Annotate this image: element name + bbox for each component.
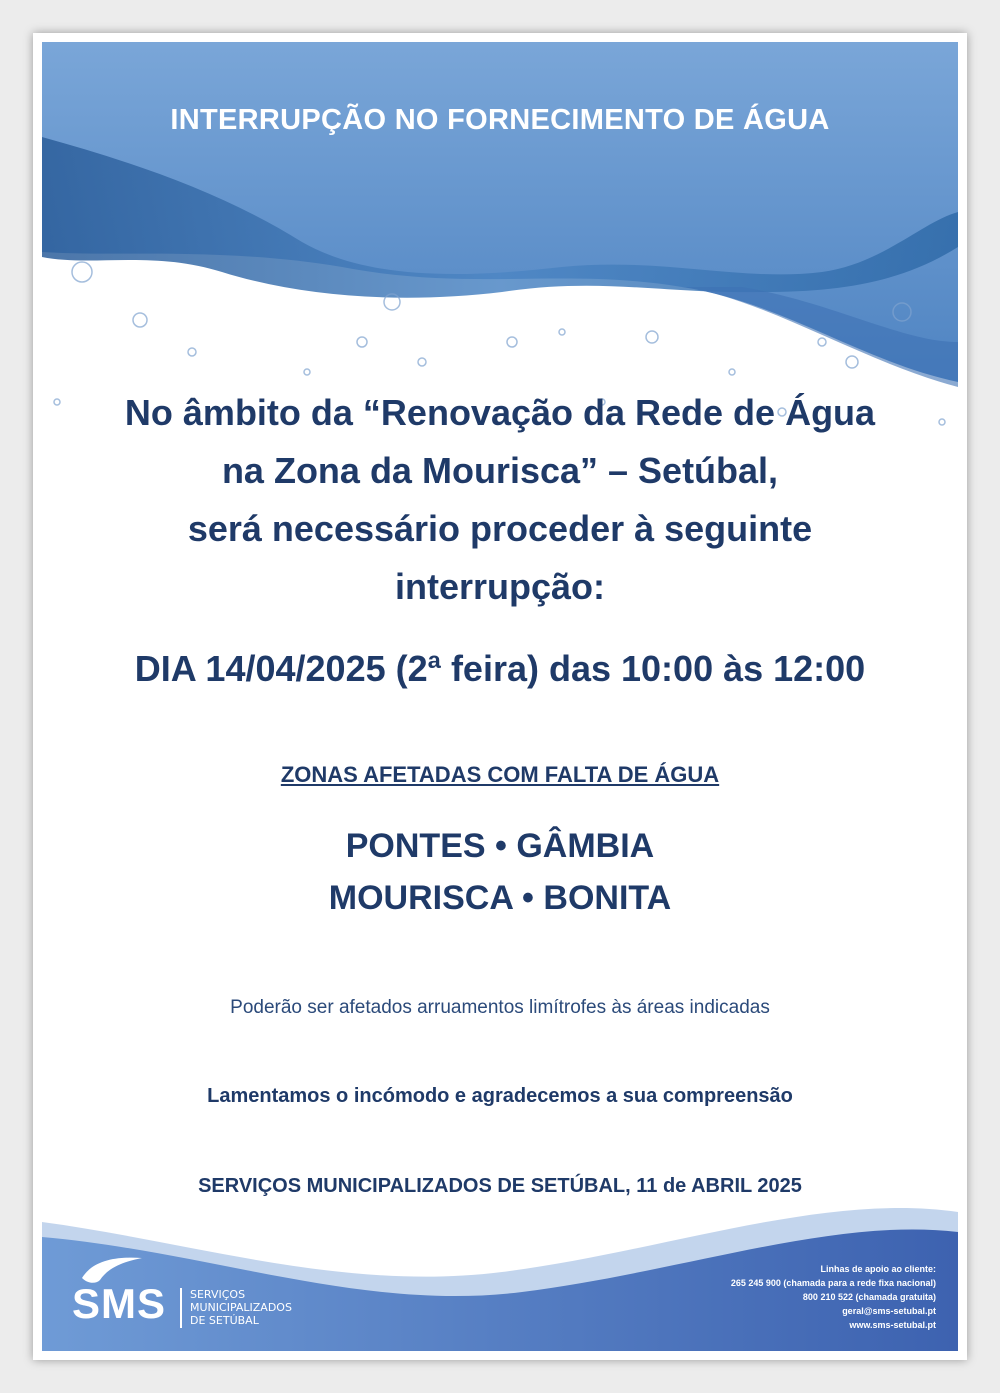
apology-text: Lamentamos o incómodo e agradecemos a sua compreensão <box>207 1085 793 1107</box>
contact-email: geral@sms-setubal.pt <box>842 1306 936 1316</box>
notice-page <box>42 42 958 1351</box>
contact-line: Linhas de apoio ao cliente: <box>820 1264 936 1274</box>
affected-zones-list <box>42 820 958 924</box>
logo-subtitle-line: SERVIÇOS <box>190 1288 246 1301</box>
logo-subtitle <box>190 1288 292 1327</box>
intro-line: No âmbito da “Renovação da Rede de Água <box>124 392 876 433</box>
contact-website: www.sms-setubal.pt <box>849 1320 936 1330</box>
notice-title: INTERRUPÇÃO NO FORNECIMENTO DE ÁGUA <box>170 104 830 136</box>
interruption-date: DIA 14/04/2025 (2ª feira) das 10:00 às 12:00 <box>134 648 866 689</box>
notice-sheet <box>33 33 967 1360</box>
intro-text <box>62 384 938 616</box>
intro-line: interrupção: <box>394 566 606 607</box>
zones-line: PONTES • GÂMBIA <box>345 827 655 865</box>
intro-line: será necessário proceder à seguinte <box>187 508 813 549</box>
logo-subtitle-line: MUNICIPALIZADOS <box>190 1301 292 1314</box>
signature-line: SERVIÇOS MUNICIPALIZADOS DE SETÚBAL, 11 de ABRIL 2025 <box>198 1175 802 1197</box>
intro-line: na Zona da Mourisca” – Setúbal, <box>221 450 779 491</box>
zones-line: MOURISCA • BONITA <box>328 879 672 917</box>
contact-line: 265 245 900 (chamada para a rede fixa nacional) <box>730 1278 936 1288</box>
contact-line: 800 210 522 (chamada gratuita) <box>802 1292 936 1302</box>
adjacent-streets-note: Poderão ser afetados arruamentos limítrofes às áreas indicadas <box>230 997 770 1018</box>
contact-info <box>731 1262 936 1332</box>
logo-acronym: SMS <box>72 1280 167 1327</box>
logo-subtitle-line: DE SETÚBAL <box>190 1314 259 1327</box>
affected-zones-heading: ZONAS AFETADAS COM FALTA DE ÁGUA <box>280 762 720 787</box>
sms-logo <box>72 1252 312 1332</box>
logo-divider <box>180 1288 182 1328</box>
